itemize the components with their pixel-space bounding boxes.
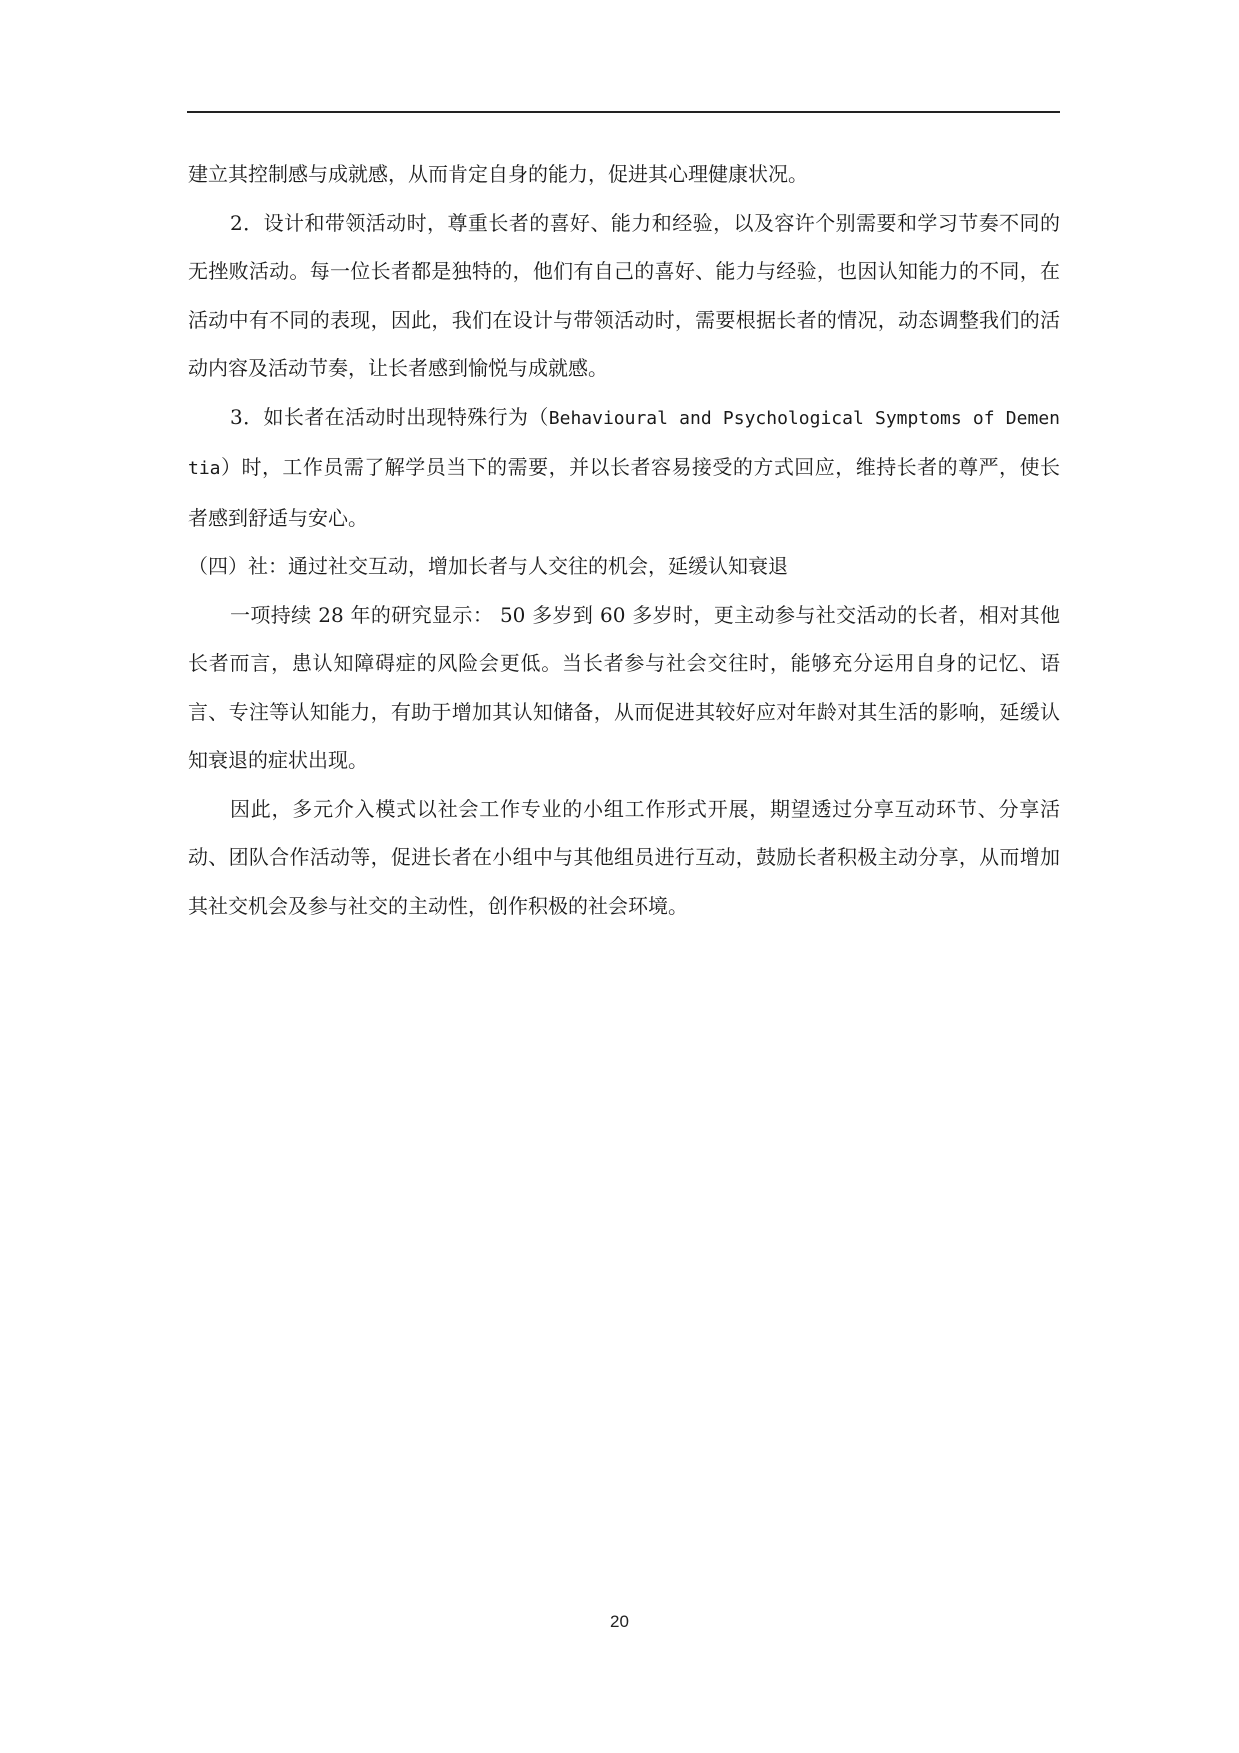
paragraph-item-3-suffix: ）时，工作员需了解学员当下的需要，并以长者容易接受的方式回应，维持长者的尊严，使长者感到舒适与安心。 <box>188 455 1060 530</box>
paragraph-item-2: 2．设计和带领活动时，尊重长者的喜好、能力和经验，以及容许个别需要和学习节奏不同的无挫败活动。每一位长者都是独特的，他们有自己的喜好、能力与经验，也因认知能力的不同，在活动中有不同的表现，因此，我们在设计与带领活动时，需要根据长者的情况，动态调整我们的活动内容及活动节奏，让长者感到愉悦与成就感。 <box>188 210 1060 380</box>
paragraph-continuation: 建立其控制感与成就感，从而肯定自身的能力，促进其心理健康状况。 <box>188 162 808 186</box>
paragraph-item-3-prefix: 3．如长者在活动时出现特殊行为（ <box>230 404 549 429</box>
paragraph-item-3 <box>188 393 1060 543</box>
page-body <box>188 150 1060 930</box>
paragraph-research: 一项持续 28 年的研究显示： 50 多岁到 60 多岁时，更主动参与社交活动的长者，相对其他长者而言，患认知障碍症的风险会更低。当长者参与社会交往时，能够充分运用自身的记忆、语言、专注等认知能力，有助于增加其认知储备，从而促进其较好应对年龄对其生活的影响，延缓认知衰退的症状出现。 <box>188 602 1060 772</box>
paragraph-conclusion: 因此，多元介入模式以社会工作专业的小组工作形式开展，期望透过分享互动环节、分享活动、团队合作活动等，促进长者在小组中与其他组员进行互动，鼓励长者积极主动分享，从而增加其社交机会及参与社交的主动性，创作积极的社会环境。 <box>188 796 1060 918</box>
bpsd-english-term: Behavioural and Psychological Symptoms of Dementia <box>188 407 1060 479</box>
page-number: 20 <box>610 1612 629 1631</box>
header-rule <box>187 111 1060 113</box>
section-heading-social: （四）社：通过社交互动，增加长者与人交往的机会，延缓认知衰退 <box>188 554 788 578</box>
